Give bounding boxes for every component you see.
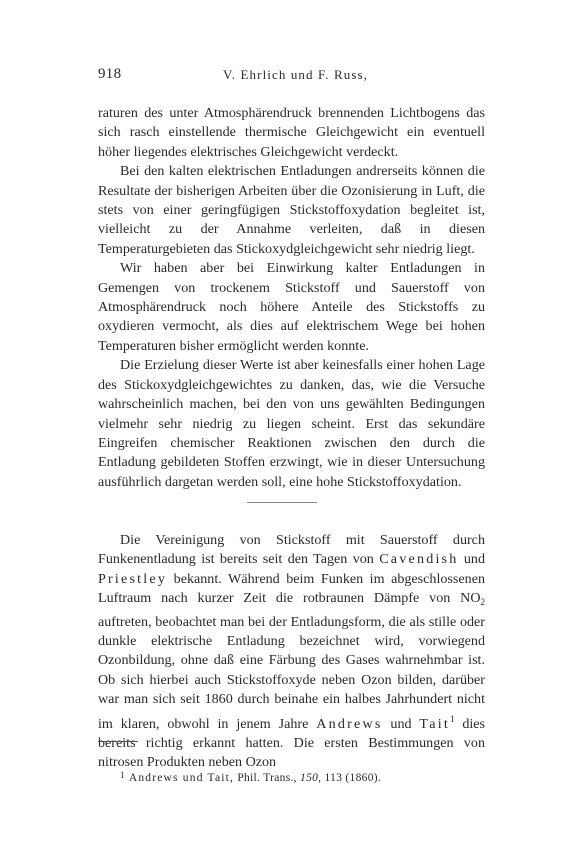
footnote-pages: 113 (1860). (324, 772, 382, 784)
footnote (120, 768, 500, 786)
paragraph-5 (98, 531, 485, 773)
paragraph-3: Wir haben aber bei Einwirkung kalter Entladungen in Gemengen von trockenem Stickstoff und Sauerstoff von Atmosphärendruck noch höhere Anteile des Stickstoffs zu oxydieren vermocht, als dies auf elektrischem Wege bei hohen Temperaturen bisher ermöglicht werden konnte. (98, 260, 485, 354)
section-divider (247, 502, 317, 503)
footnote-volume: 150, (300, 772, 322, 784)
footnote-authors: Andrews und Tait, (128, 772, 235, 784)
page-header (98, 66, 490, 86)
footnote-rule (98, 741, 138, 742)
author-name-tait: Tait (419, 715, 450, 732)
text-run: und (390, 715, 412, 732)
text-run: Die Vereinigung von Stickstoff mit Sauerstoff durch Funkenentladung ist bereits seit den Tagen von (98, 532, 485, 568)
author-name-priestley: Priestley (98, 570, 168, 587)
text-run: und (463, 551, 485, 568)
paragraph-2: Bei den kalten elektrischen Entladungen andrerseits können die Resultate der bisherigen Arbeiten über die Ozonisierung in Luft, die stets von einer geringfügigen Stickstoffoxydation begleitet ist, vielleicht zu der Annahme verleiten, daß in diesen Temperaturgebieten das Stickoxydgleichgewicht sehr niedrig liegt. (98, 163, 485, 257)
footnote-mark: 1 (120, 770, 125, 780)
section-1 (98, 104, 485, 492)
text-run: auftreten, beobachtet man bei der Entladungsform, die als stille oder dunkle elektrische Entladung bezeichnet wird, vorwiegend Ozonbildung, ohne daß eine Färbung des Gases wahrnehmbar ist. Ob sich hierbei auch Stickstoffoxyde neben Ozon bilden, darüber war man sich seit 1860 durch beinahe ein halbes Jahrhundert nicht im klaren, obwohl in jenem Jahre (98, 613, 485, 732)
footnote-reference[interactable]: 1 (449, 713, 455, 724)
formula-subscript: 2 (480, 597, 485, 608)
author-name-cavendish: Cavendish (379, 551, 459, 568)
text-run: bekannt. Während beim Funken im abgeschlossenen Luftraum nach kurzer Zeit die rotbraunen Dämpfe von NO (98, 570, 485, 607)
footnote-journal: Phil. Trans., (237, 772, 297, 784)
text-run: dies bereits richtig erkannt hatten. Die ersten Bestimmungen von nitrosen Produkten neben Ozon (98, 715, 486, 771)
paragraph-4: Die Erzielung dieser Werte ist aber keinesfalls einer hohen Lage des Stickoxydgleichgewichtes zu danken, das, wie die Versuche wahrscheinlich machen, bei den von uns gewählten Bedingungen vielmehr sehr niedrig zu liegen scheint. Erst das sekundäre Eingreifen chemischer Reaktionen zwischen den durch die Entladung gebildeten Stoffen erzwingt, wie in dieser Untersuchung ausführlich dargetan werden soll, eine hohe Stickstoffoxydation. (98, 357, 485, 490)
running-head: V. Ehrlich und F. Russ, (223, 67, 369, 82)
author-name-andrews: Andrews (316, 715, 383, 732)
page-number: 918 (98, 66, 122, 82)
section-2 (98, 531, 485, 773)
paragraph-1: raturen des unter Atmosphärendruck brennenden Lichtbogens das sich rasch einstellende thermische Gleichgewicht ein eventuell höher liegendes elektrisches Gleichgewicht verdeckt. (98, 105, 485, 160)
